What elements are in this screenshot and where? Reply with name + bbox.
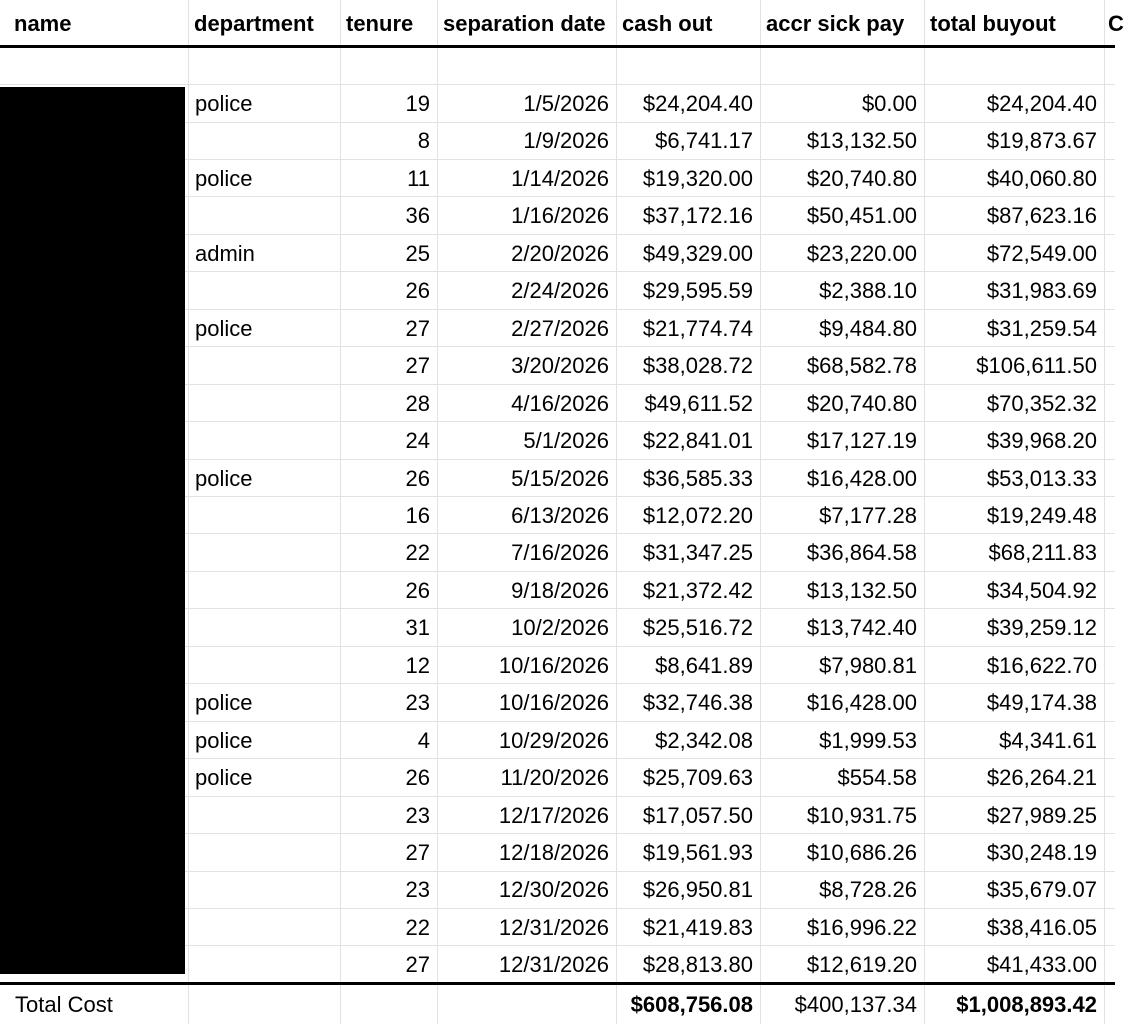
accr-sick-pay-cell[interactable]: $554.58	[837, 765, 917, 791]
tenure-cell[interactable]: 23	[405, 802, 430, 828]
tenure-cell[interactable]: 31	[405, 615, 430, 641]
accr-sick-pay-cell[interactable]: $10,686.26	[806, 840, 917, 865]
separation-date-cell[interactable]: 11/20/2026	[500, 765, 609, 791]
cash-out-cell[interactable]: $49,611.52	[644, 390, 753, 416]
cash-out-cell[interactable]: $8,641.89	[655, 652, 753, 678]
accr-sick-pay-cell[interactable]: $16,428.00	[806, 465, 917, 491]
cash-out-cell[interactable]: $25,516.72	[642, 615, 753, 641]
accr-sick-pay-cell[interactable]: $16,996.22	[806, 914, 917, 940]
cash-out-cell[interactable]: $37,172.16	[642, 203, 753, 229]
cash-out-cell[interactable]: $2,342.08	[655, 727, 753, 753]
cash-out-cell[interactable]: $26,950.81	[642, 877, 753, 903]
tenure-cell[interactable]: 26	[405, 465, 430, 491]
department-cell[interactable]	[188, 497, 340, 534]
header-name[interactable]: name	[14, 11, 72, 36]
tenure-cell[interactable]: 8	[417, 128, 430, 154]
total-buyout-cell[interactable]: $30,248.19	[986, 840, 1097, 865]
department-cell[interactable]	[188, 946, 340, 983]
accr-sick-pay-cell[interactable]: $8,728.26	[819, 877, 917, 903]
cash-out-cell[interactable]: $21,372.42	[642, 577, 753, 603]
tenure-cell[interactable]: 26	[405, 765, 430, 791]
total-buyout-cell[interactable]: $87,623.16	[986, 203, 1097, 229]
department-cell[interactable]	[188, 534, 340, 571]
department-cell[interactable]: admin	[195, 240, 255, 266]
accr-sick-pay-cell[interactable]: $20,740.80	[806, 390, 917, 416]
cash-out-cell[interactable]: $32,746.38	[642, 690, 753, 716]
cash-out-cell[interactable]: $49,329.00	[642, 240, 753, 266]
separation-date-cell[interactable]: 12/18/2026	[498, 840, 609, 865]
department-cell[interactable]	[188, 609, 340, 646]
accr-sick-pay-cell[interactable]: $9,484.80	[819, 315, 917, 341]
separation-date-cell[interactable]: 7/16/2026	[511, 540, 609, 566]
separation-date-cell[interactable]: 5/15/2026	[511, 465, 609, 491]
header-total-buyout[interactable]: total buyout	[930, 11, 1056, 36]
tenure-cell[interactable]: 28	[405, 390, 430, 416]
accr-sick-pay-cell[interactable]: $1,999.53	[819, 727, 917, 753]
department-cell[interactable]: police	[195, 465, 253, 491]
total-buyout-cell[interactable]: $68,211.83	[988, 540, 1097, 566]
total-buyout-cell[interactable]: $26,264.21	[986, 765, 1097, 791]
tenure-cell[interactable]: 25	[405, 240, 430, 266]
separation-date-cell[interactable]: 6/13/2026	[511, 502, 609, 528]
tenure-cell[interactable]: 27	[405, 840, 430, 865]
cash-out-cell[interactable]: $22,841.01	[642, 428, 753, 454]
separation-date-cell[interactable]: 1/14/2026	[511, 165, 609, 191]
department-cell[interactable]	[188, 572, 340, 609]
header-cut-off[interactable]: C	[1108, 11, 1124, 36]
cash-out-cell[interactable]: $36,585.33	[642, 465, 753, 491]
total-buyout-cell[interactable]: $27,989.25	[986, 802, 1097, 828]
accr-sick-pay-cell[interactable]: $13,132.50	[806, 577, 917, 603]
header-tenure[interactable]: tenure	[346, 11, 414, 36]
department-cell[interactable]	[188, 871, 340, 908]
total-buyout-cell[interactable]: $53,013.33	[986, 465, 1097, 491]
total-buyout-cell[interactable]: $4,341.61	[999, 727, 1097, 753]
total-buyout-cell[interactable]: $35,679.07	[986, 877, 1097, 903]
cash-out-cell[interactable]: $29,595.59	[642, 278, 753, 304]
separation-date-cell[interactable]: 2/24/2026	[511, 278, 609, 304]
cash-out-cell[interactable]: $21,774.74	[642, 315, 753, 341]
department-cell[interactable]	[188, 797, 340, 834]
tenure-cell[interactable]: 27	[405, 315, 430, 341]
accr-sick-pay-cell[interactable]: $7,980.81	[819, 652, 917, 678]
accr-sick-pay-cell[interactable]: $7,177.28	[819, 502, 917, 528]
separation-date-cell[interactable]: 12/17/2026	[498, 802, 609, 828]
accr-sick-pay-cell[interactable]: $16,428.00	[806, 690, 917, 716]
tenure-cell[interactable]: 22	[405, 914, 430, 940]
tenure-cell[interactable]: 36	[405, 203, 430, 229]
empty-row[interactable]	[0, 48, 1115, 85]
tenure-cell[interactable]: 11	[407, 165, 430, 191]
accr-sick-pay-cell[interactable]: $13,742.40	[806, 615, 917, 641]
department-cell[interactable]: police	[195, 315, 253, 341]
tenure-cell[interactable]: 23	[405, 877, 430, 903]
department-cell[interactable]	[188, 197, 340, 234]
header-department[interactable]: department	[194, 11, 314, 36]
total-accr-sick-pay[interactable]: $400,137.34	[794, 992, 917, 1017]
accr-sick-pay-cell[interactable]: $20,740.80	[806, 165, 917, 191]
separation-date-cell[interactable]: 10/16/2026	[498, 652, 609, 678]
redaction-block	[0, 87, 185, 974]
tenure-cell[interactable]: 4	[417, 727, 430, 753]
tenure-cell[interactable]: 26	[405, 577, 430, 603]
tenure-cell[interactable]: 26	[405, 278, 430, 304]
department-cell[interactable]	[188, 909, 340, 946]
separation-date-cell[interactable]: 3/20/2026	[511, 353, 609, 379]
accr-sick-pay-cell[interactable]: $12,619.20	[806, 952, 917, 978]
department-cell[interactable]: police	[195, 727, 253, 753]
total-buyout-cell[interactable]: $40,060.80	[986, 165, 1097, 191]
accr-sick-pay-cell[interactable]: $23,220.00	[806, 240, 917, 266]
total-buyout-cell[interactable]: $31,259.54	[986, 315, 1097, 341]
separation-date-cell[interactable]: 2/27/2026	[511, 315, 609, 341]
accr-sick-pay-cell[interactable]: $0.00	[861, 91, 917, 116]
separation-date-cell[interactable]: 12/30/2026	[498, 877, 609, 903]
department-cell[interactable]	[188, 347, 340, 384]
cash-out-cell[interactable]: $17,057.50	[642, 802, 753, 828]
separation-date-cell[interactable]: 5/1/2026	[523, 428, 609, 454]
tenure-cell[interactable]: 23	[405, 690, 430, 716]
department-cell[interactable]	[188, 122, 340, 159]
cash-out-cell[interactable]: $24,204.40	[642, 91, 753, 116]
department-cell[interactable]: police	[195, 165, 253, 191]
separation-date-cell[interactable]: 2/20/2026	[511, 240, 609, 266]
total-buyout-cell[interactable]: $19,873.67	[986, 128, 1097, 154]
total-buyout-cell[interactable]: $31,983.69	[986, 278, 1097, 304]
cash-out-cell[interactable]: $12,072.20	[642, 502, 753, 528]
accr-sick-pay-cell[interactable]: $10,931.75	[806, 802, 917, 828]
separation-date-cell[interactable]: 1/5/2026	[523, 91, 609, 116]
separation-date-cell[interactable]: 1/9/2026	[523, 128, 609, 154]
accr-sick-pay-cell[interactable]: $17,127.19	[806, 428, 917, 454]
cash-out-cell[interactable]: $25,709.63	[642, 765, 753, 791]
total-buyout-cell[interactable]: $16,622.70	[986, 652, 1097, 678]
header-separation-date[interactable]: separation date	[443, 11, 606, 36]
department-cell[interactable]	[188, 647, 340, 684]
separation-date-cell[interactable]: 10/2/2026	[511, 615, 609, 641]
total-buyout-cell[interactable]: $49,174.38	[986, 690, 1097, 716]
department-cell[interactable]: police	[195, 690, 253, 716]
accr-sick-pay-cell[interactable]: $13,132.50	[806, 128, 917, 154]
tenure-cell[interactable]: 27	[405, 353, 430, 379]
cash-out-cell[interactable]: $38,028.72	[642, 353, 753, 379]
total-buyout-cell[interactable]: $39,968.20	[986, 428, 1097, 454]
accr-sick-pay-cell[interactable]: $68,582.78	[806, 353, 917, 379]
header-row	[0, 0, 1124, 48]
tenure-cell[interactable]: 22	[405, 540, 430, 566]
tenure-cell[interactable]: 12	[405, 652, 430, 678]
department-cell[interactable]	[188, 422, 340, 459]
accr-sick-pay-cell[interactable]: $36,864.58	[806, 540, 917, 566]
tenure-cell[interactable]: 27	[405, 952, 430, 978]
total-buyout-cell[interactable]: $34,504.92	[986, 577, 1097, 603]
cash-out-cell[interactable]: $21,419.83	[642, 914, 753, 940]
tenure-cell[interactable]: 19	[405, 91, 430, 116]
tenure-cell[interactable]: 24	[405, 428, 430, 454]
total-buyout-cell[interactable]: $106,611.50	[976, 353, 1097, 379]
total-buyout-cell[interactable]: $41,433.00	[986, 952, 1097, 978]
department-cell[interactable]	[188, 834, 340, 871]
separation-date-cell[interactable]: 12/31/2026	[498, 914, 609, 940]
total-buyout-cell[interactable]: $39,259.12	[986, 615, 1097, 641]
separation-date-cell[interactable]: 4/16/2026	[511, 390, 609, 416]
total-cash-out[interactable]: $608,756.08	[630, 992, 753, 1017]
accr-sick-pay-cell[interactable]: $2,388.10	[819, 278, 917, 304]
department-cell[interactable]: police	[195, 765, 253, 791]
separation-date-cell[interactable]: 1/16/2026	[511, 203, 609, 229]
total-buyout-cell[interactable]: $24,204.40	[986, 91, 1097, 116]
cash-out-cell[interactable]: $19,561.93	[642, 840, 753, 865]
cash-out-cell[interactable]: $6,741.17	[655, 128, 753, 154]
cash-out-cell[interactable]: $28,813.80	[642, 952, 753, 978]
header-accr-sick-pay[interactable]: accr sick pay	[766, 11, 905, 36]
cash-out-cell[interactable]: $31,347.25	[642, 540, 753, 566]
separation-date-cell[interactable]: 10/16/2026	[498, 690, 609, 716]
header-cash-out[interactable]: cash out	[622, 11, 713, 36]
separation-date-cell[interactable]: 9/18/2026	[511, 577, 609, 603]
tenure-cell[interactable]: 16	[405, 502, 430, 528]
department-cell[interactable]: police	[195, 91, 253, 116]
department-cell[interactable]	[188, 272, 340, 309]
total-buyout-cell[interactable]: $70,352.32	[986, 390, 1097, 416]
total-buyout[interactable]: $1,008,893.42	[956, 992, 1097, 1017]
total-buyout-cell[interactable]: $72,549.00	[986, 240, 1097, 266]
total-buyout-cell[interactable]: $38,416.05	[986, 914, 1097, 940]
total-label[interactable]: Total Cost	[15, 992, 113, 1017]
department-cell[interactable]	[188, 385, 340, 422]
separation-date-cell[interactable]: 12/31/2026	[498, 952, 609, 978]
total-row	[0, 982, 1115, 1024]
total-buyout-cell[interactable]: $19,249.48	[986, 502, 1097, 528]
accr-sick-pay-cell[interactable]: $50,451.00	[806, 203, 917, 229]
separation-date-cell[interactable]: 10/29/2026	[498, 727, 609, 753]
cash-out-cell[interactable]: $19,320.00	[642, 165, 753, 191]
